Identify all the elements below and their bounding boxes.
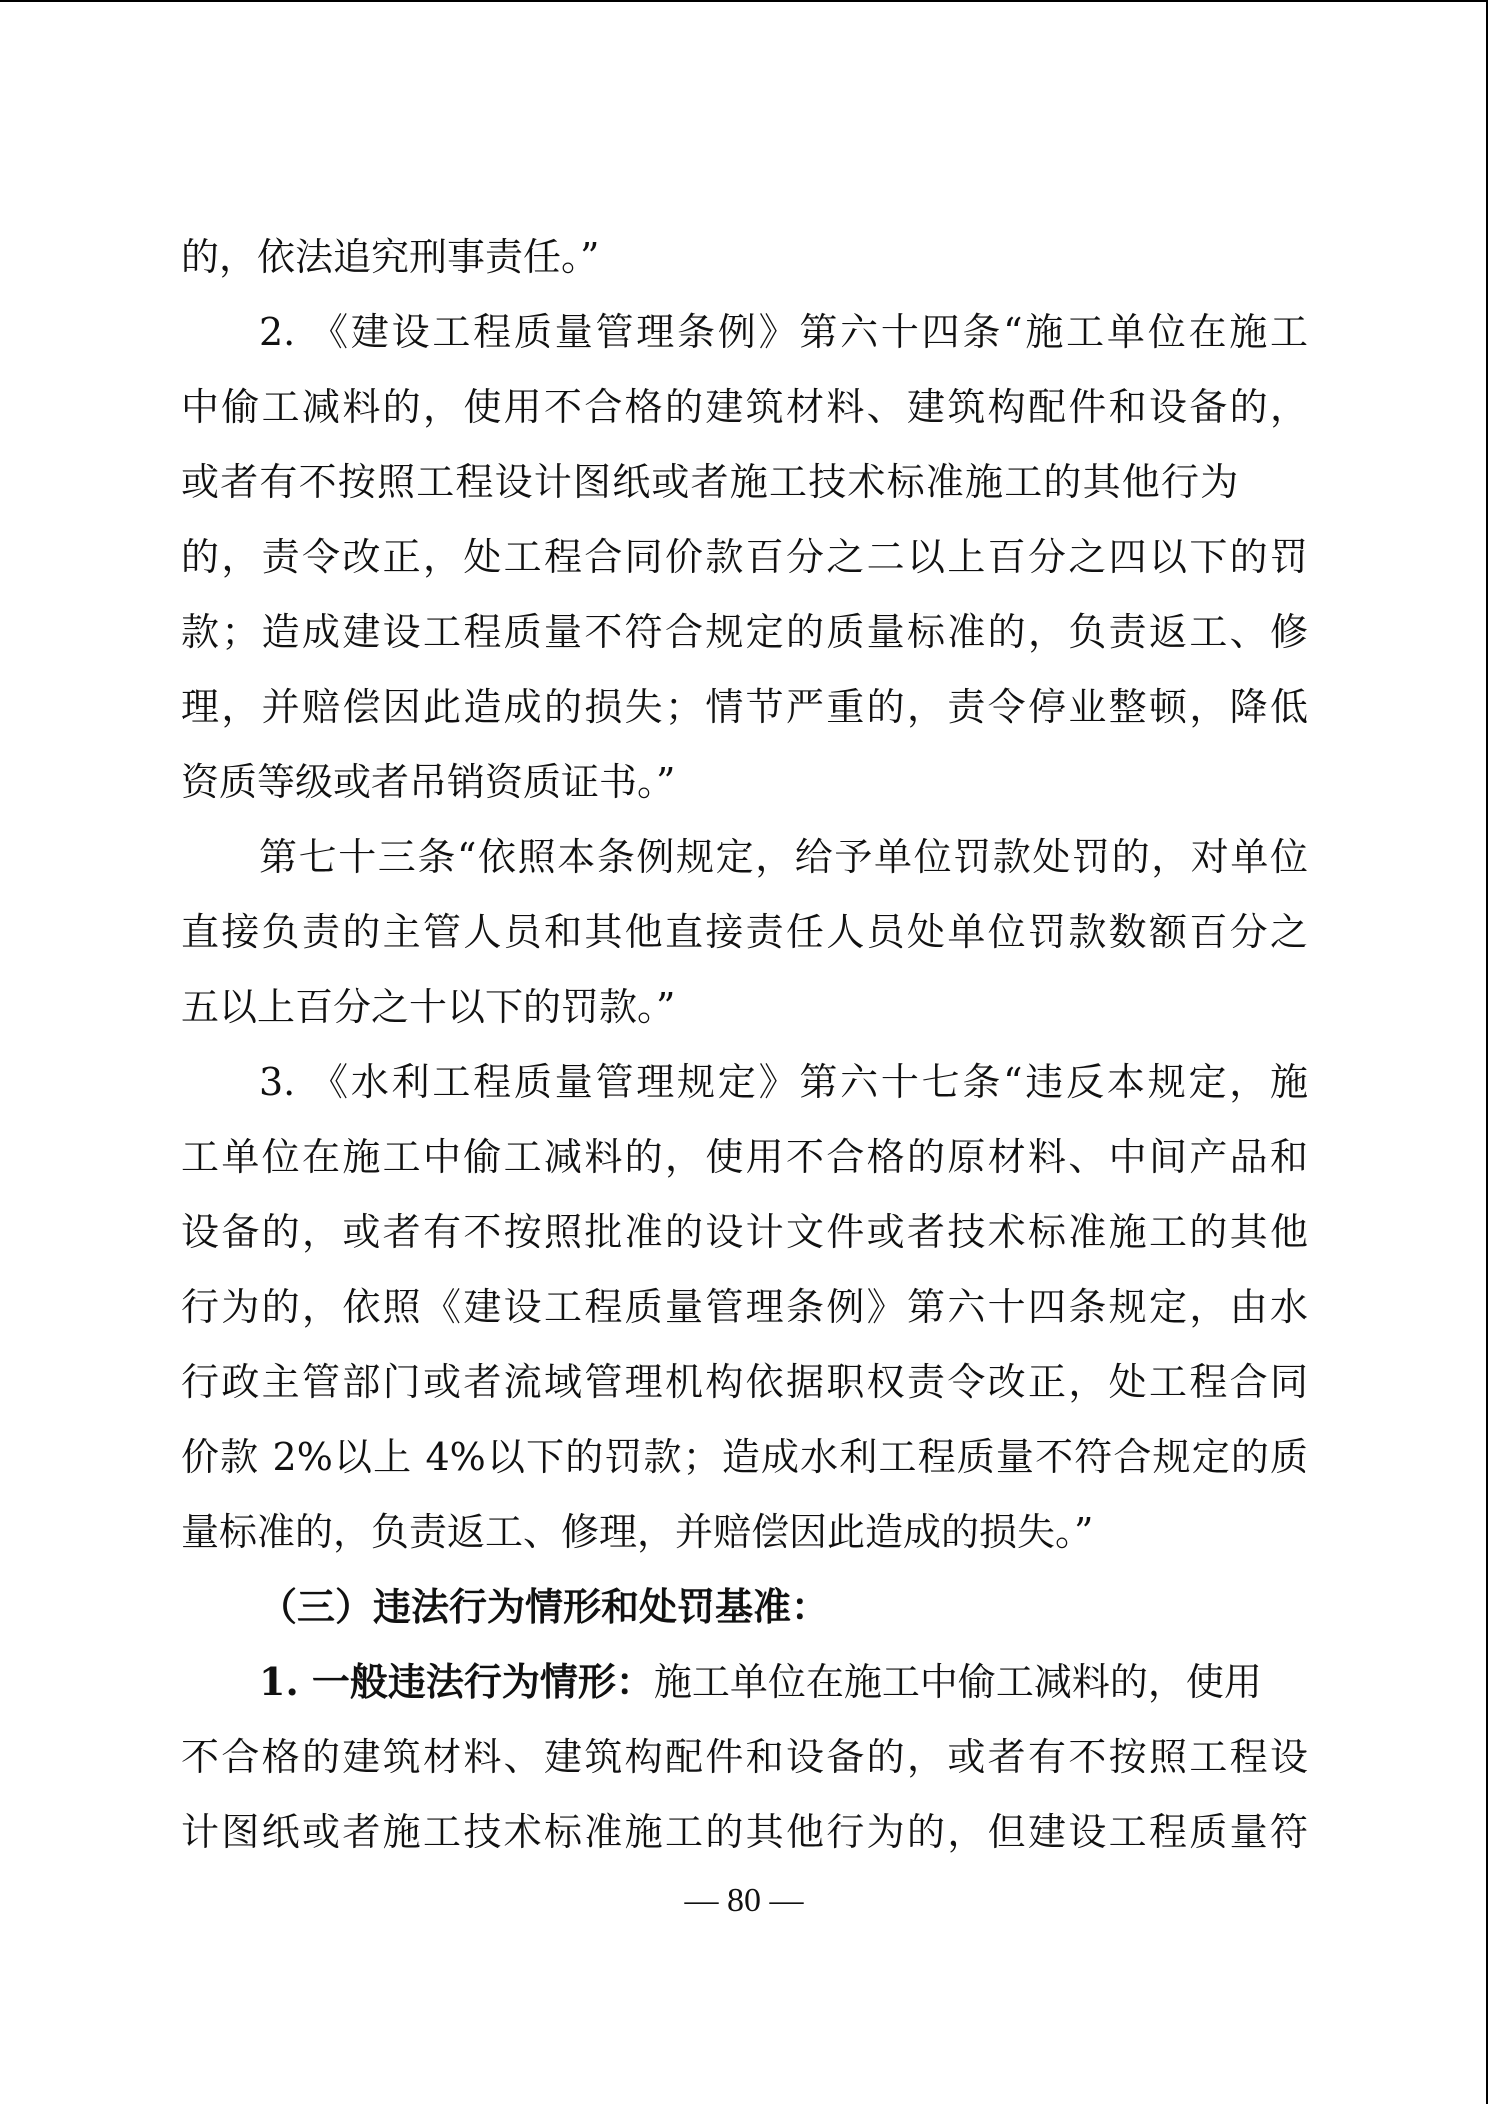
paragraph-line: 设备的，或者有不按照批准的设计文件或者技术标准施工的其他 xyxy=(181,1210,1308,1254)
document-body xyxy=(181,232,1308,1882)
paragraph-line: 2. 《建设工程质量管理条例》第六十四条“施工单位在施工 xyxy=(259,310,1308,354)
paragraph-line: 工单位在施工中偷工减料的，使用不合格的原材料、中间产品和 xyxy=(181,1135,1308,1179)
paragraph-line: 款；造成建设工程质量不符合规定的质量标准的，负责返工、修 xyxy=(181,610,1308,654)
paragraph-line: 五以上百分之十以下的罚款。” xyxy=(181,985,676,1029)
page-number: — 80 — xyxy=(684,1882,804,1919)
paragraph-line: 第七十三条“依照本条例规定，给予单位罚款处罚的，对单位 xyxy=(259,835,1308,879)
paragraph-line: 的，责令改正，处工程合同价款百分之二以上百分之四以下的罚 xyxy=(181,535,1308,579)
paragraph-line: 直接负责的主管人员和其他直接责任人员处单位罚款数额百分之 xyxy=(181,910,1308,954)
paragraph-text: 施工单位在施工中偷工减料的，使用 xyxy=(653,1660,1262,1704)
paragraph-line: 的，依法追究刑事责任。” xyxy=(181,235,600,279)
paragraph-line: 行政主管部门或者流域管理机构依据职权责令改正，处工程合同 xyxy=(181,1360,1308,1404)
paragraph-line xyxy=(181,1657,1308,1732)
paragraph-line: 量标准的，负责返工、修理，并赔偿因此造成的损失。” xyxy=(181,1510,1094,1554)
paragraph-line: 计图纸或者施工技术标准施工的其他行为的，但建设工程质量符 xyxy=(181,1810,1308,1854)
paragraph-line: 资质等级或者吊销资质证书。” xyxy=(181,760,676,804)
paragraph-line: 或者有不按照工程设计图纸或者施工技术标准施工的其他行为 xyxy=(181,460,1240,504)
paragraph-line: 中偷工减料的，使用不合格的建筑材料、建筑构配件和设备的， xyxy=(181,385,1308,429)
subsection-label: 1. 一般违法行为情形： xyxy=(259,1659,654,1704)
paragraph-line: 理，并赔偿因此造成的损失；情节严重的，责令停业整顿，降低 xyxy=(181,685,1308,729)
paragraph-line: 不合格的建筑材料、建筑构配件和设备的，或者有不按照工程设 xyxy=(181,1735,1308,1779)
paragraph-line: 行为的，依照《建设工程质量管理条例》第六十四条规定，由水 xyxy=(181,1285,1308,1329)
paragraph-line: 价款 2%以上 4%以下的罚款；造成水利工程质量不符合规定的质 xyxy=(181,1435,1308,1479)
paragraph-line: 3. 《水利工程质量管理规定》第六十七条“违反本规定，施 xyxy=(259,1060,1308,1104)
section-heading: （三）违法行为情形和处罚基准： xyxy=(259,1584,830,1629)
